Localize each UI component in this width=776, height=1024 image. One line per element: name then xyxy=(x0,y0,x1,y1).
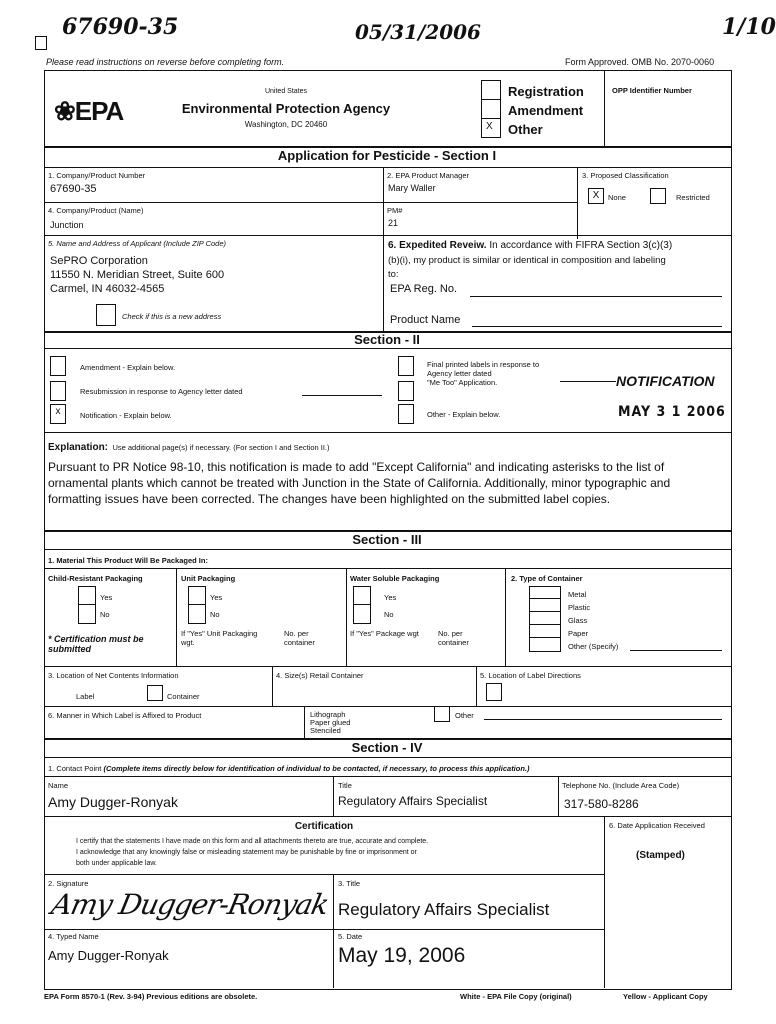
certification-must-note: * Certification must be submitted xyxy=(48,634,144,654)
company-product-name[interactable]: Junction xyxy=(50,220,84,230)
notification-stamp: NOTIFICATION xyxy=(616,373,715,389)
manner-label: 6. Manner in Which Label is Affixed to Product xyxy=(48,711,202,720)
me-too-label: "Me Too" Application. xyxy=(427,378,498,387)
expedited-review: 6. Expedited Reveiw. In accordance with FIFRA Section 3(c)(3) xyxy=(388,240,673,251)
water-yes-no-box[interactable] xyxy=(353,586,371,624)
divider xyxy=(383,235,384,332)
unit-no-per-container-label: No. per container xyxy=(284,629,315,647)
water-no-label: No xyxy=(384,610,394,619)
divider xyxy=(346,568,347,666)
other-explain-checkbox[interactable] xyxy=(398,404,414,424)
other-explain-label: Other - Explain below. xyxy=(427,410,501,419)
agency-name: Environmental Protection Agency xyxy=(181,101,391,116)
title3-label: 3. Title xyxy=(338,879,361,888)
me-too-checkbox[interactable] xyxy=(398,381,414,401)
epa-reg-no-line[interactable] xyxy=(470,296,722,297)
divider xyxy=(44,666,731,667)
divider xyxy=(44,757,731,758)
company-product-number[interactable]: 67690-35 xyxy=(50,183,97,195)
epa-flower-icon: ❀ xyxy=(54,96,75,126)
divider xyxy=(481,118,500,119)
epa-reg-no-label: EPA Reg. No. xyxy=(390,283,458,295)
stamped-label: (Stamped) xyxy=(636,850,685,861)
pm-label: PM# xyxy=(387,206,403,215)
certification-line-2: I acknowledge that any knowingly false or misleading statement may be punishable by fine or imprisonment or xyxy=(76,849,417,856)
amendment-label: Amendment - Explain below. xyxy=(80,363,176,372)
product-manager-label: 2. EPA Product Manager xyxy=(387,171,469,180)
option-other: Other xyxy=(508,122,543,137)
section-3-title: Section - III xyxy=(352,532,422,547)
contact-title[interactable]: Regulatory Affairs Specialist xyxy=(338,794,488,808)
applicant-line-3[interactable]: Carmel, IN 46032-4565 xyxy=(50,283,165,295)
handwritten-file-number: 67690-35 xyxy=(62,14,179,40)
divider xyxy=(333,874,334,988)
divider xyxy=(604,816,605,988)
container-metal: Metal xyxy=(568,590,587,599)
paper-glued-label: Paper glued xyxy=(310,718,351,727)
product-name-label: Product Name xyxy=(390,314,461,326)
child-yes-label: Yes xyxy=(100,593,113,602)
phone-label: Telephone No. (Include Area Code) xyxy=(562,781,680,790)
yellow-copy-label: Yellow - Applicant Copy xyxy=(623,992,708,1001)
child-resistant-label: Child-Resistant Packaging xyxy=(48,574,143,583)
divider xyxy=(44,568,731,569)
stenciled-label: Stenciled xyxy=(310,726,341,735)
notification-checkbox[interactable]: x xyxy=(50,404,66,424)
net-contents-label: 3. Location of Net Contents Information xyxy=(48,671,179,680)
opp-identifier-label: OPP Identifier Number xyxy=(612,86,692,95)
divider xyxy=(481,99,500,100)
divider xyxy=(272,666,273,706)
signer-title[interactable]: Regulatory Affairs Specialist xyxy=(338,900,550,919)
resubmission-date-line[interactable] xyxy=(302,395,382,396)
divider xyxy=(304,706,305,738)
divider xyxy=(44,549,731,550)
unit-if-yes-label: If "Yes" Unit Packaging wgt. xyxy=(181,629,258,647)
packaged-in-label: 1. Material This Product Will Be Packaged In: xyxy=(48,556,208,565)
manner-other-label: Other xyxy=(455,711,474,720)
divider xyxy=(44,929,605,930)
divider xyxy=(529,637,560,638)
unit-no-label: No xyxy=(210,610,220,619)
new-address-checkbox[interactable] xyxy=(96,304,116,326)
divider xyxy=(333,776,334,816)
product-manager[interactable]: Mary Waller xyxy=(388,183,436,193)
other-checkmark: X xyxy=(486,121,493,132)
amendment-checkbox[interactable] xyxy=(50,356,66,376)
instructions: Please read instructions on reverse before completing form. xyxy=(46,57,285,67)
option-registration: Registration xyxy=(508,84,584,99)
divider xyxy=(44,202,578,203)
divider xyxy=(604,70,605,146)
section-4-title: Section - IV xyxy=(351,740,423,755)
label-directions-label: 5. Location of Label Directions xyxy=(480,671,581,680)
divider xyxy=(476,666,477,706)
net-label-option: Label xyxy=(76,692,95,701)
divider xyxy=(44,706,731,707)
divider xyxy=(44,432,731,433)
manner-other-line[interactable] xyxy=(484,719,722,720)
omb-number: Form Approved. OMB No. 2070-0060 xyxy=(565,57,715,67)
classification-restricted-checkbox[interactable] xyxy=(650,188,666,204)
product-name-line[interactable] xyxy=(472,326,722,327)
final-printed-label-1: Final printed labels in response to xyxy=(427,360,540,369)
united-states: United States xyxy=(264,88,308,95)
divider xyxy=(353,604,370,605)
section-2-title: Section - II xyxy=(354,332,420,347)
explanation-text[interactable]: Pursuant to PR Notice 98-10, this notification is made to add "Except California" and indicating asterisks to the list of ornamental plants which cannot be treated with Junction in the State of California. Additionally, minor typographic and formatting issues have been corrected. The changes have been highlighted on the submitted label copies. xyxy=(48,460,671,506)
stamp-date: MAY 3 1 2006 xyxy=(618,404,726,420)
expedited-text-2: (b)(i), my product is similar or identical in composition and labeling xyxy=(388,255,666,266)
signature[interactable]: Amy Dugger-Ronyak xyxy=(48,888,332,921)
container-glass: Glass xyxy=(568,616,588,625)
classification-label: 3. Proposed Classification xyxy=(582,171,669,180)
signature-date[interactable]: May 19, 2006 xyxy=(338,944,466,967)
title-label: Title xyxy=(338,781,352,790)
container-other-line[interactable] xyxy=(630,650,722,651)
applicant-line-1[interactable]: SePRO Corporation xyxy=(50,255,148,267)
classification-none-checkbox[interactable]: X xyxy=(588,188,604,204)
section-1-title: Application for Pesticide - Section I xyxy=(277,148,497,163)
unit-packaging-label: Unit Packaging xyxy=(181,574,236,583)
divider xyxy=(529,611,560,612)
size-retail-label: 4. Size(s) Retail Container xyxy=(276,671,364,680)
handwritten-page: 1/10 xyxy=(722,14,776,40)
phone-number[interactable]: 317-580-8286 xyxy=(564,797,639,811)
new-address-label: Check if this is a new address xyxy=(122,312,222,321)
date-received-label: 6. Date Application Received xyxy=(609,821,705,830)
resubmission-label: Resubmission in response to Agency letter dated xyxy=(80,387,243,396)
divider xyxy=(44,874,605,875)
certification-heading: Certification xyxy=(294,821,354,832)
container-other: Other (Specify) xyxy=(568,642,619,651)
divider xyxy=(383,167,384,239)
divider xyxy=(529,598,560,599)
stamp-line xyxy=(560,381,616,382)
container-type-label: 2. Type of Container xyxy=(511,574,583,583)
divider xyxy=(176,568,177,666)
child-no-label: No xyxy=(100,610,110,619)
final-printed-label-2: Agency letter dated xyxy=(427,369,492,378)
typed-name-label: 4. Typed Name xyxy=(48,932,99,941)
container-paper: Paper xyxy=(568,629,589,638)
pm-number[interactable]: 21 xyxy=(388,218,399,228)
child-resistant-yes-no-box[interactable] xyxy=(78,586,96,624)
applicant-line-2[interactable]: 11550 N. Meridian Street, Suite 600 xyxy=(50,269,225,281)
certification-line-3: both under applicable law. xyxy=(76,860,157,867)
divider xyxy=(529,624,560,625)
contact-name[interactable]: Amy Dugger-Ronyak xyxy=(48,794,178,810)
divider xyxy=(558,776,559,816)
white-copy-label: White - EPA File Copy (original) xyxy=(460,992,572,1001)
explanation-header: Explanation: Use additional page(s) if necessary. (For section I and Section II.) xyxy=(48,442,330,453)
water-yes-label: Yes xyxy=(384,593,397,602)
option-amendment: Amendment xyxy=(508,103,584,118)
note-icon xyxy=(35,36,47,50)
name-label: Name xyxy=(48,781,69,790)
handwritten-date: 05/31/2006 xyxy=(355,20,481,44)
resubmission-checkbox[interactable] xyxy=(50,381,66,401)
company-product-number-label: 1. Company/Product Number xyxy=(48,171,146,180)
manner-other-checkbox[interactable] xyxy=(434,706,450,722)
divider xyxy=(44,167,731,168)
water-if-yes-label: If "Yes" Package wgt xyxy=(350,629,419,638)
divider xyxy=(188,604,205,605)
container-type-boxes[interactable] xyxy=(529,586,561,652)
company-product-name-label: 4. Company/Product (Name) xyxy=(48,206,144,215)
label-directions-checkbox[interactable] xyxy=(486,683,502,701)
notification-label: Notification - Explain below. xyxy=(80,411,172,420)
epa-logo: ❀EPA xyxy=(54,96,124,126)
signature-label: 2. Signature xyxy=(48,879,89,888)
agency-location: Washington, DC 20460 xyxy=(244,120,328,129)
divider xyxy=(44,348,731,349)
date-label: 5. Date xyxy=(338,932,363,941)
certification-line-1: I certify that the statements I have made on this form and all attachments thereto are true, accurate and complete. xyxy=(76,838,429,845)
typed-name[interactable]: Amy Dugger-Ronyak xyxy=(48,948,169,963)
contact-point: 1. Contact Point (Complete items directly below for identification of individual to be contacted, if necessary, to process this application.) xyxy=(48,764,530,773)
divider xyxy=(577,167,578,239)
water-soluble-label: Water Soluble Packaging xyxy=(350,574,440,583)
none-label: None xyxy=(608,193,626,202)
divider xyxy=(78,604,95,605)
container-plastic: Plastic xyxy=(568,603,591,612)
divider xyxy=(44,776,731,777)
restricted-label: Restricted xyxy=(676,193,710,202)
net-contents-checkbox[interactable] xyxy=(147,685,163,701)
divider xyxy=(44,816,731,817)
divider xyxy=(505,568,506,666)
lithograph-label: Lithograph xyxy=(310,710,346,719)
unit-yes-no-box[interactable] xyxy=(188,586,206,624)
unit-yes-label: Yes xyxy=(210,593,223,602)
form-number: EPA Form 8570-1 (Rev. 3-94) Previous editions are obsolete. xyxy=(44,992,258,1001)
final-printed-checkbox[interactable] xyxy=(398,356,414,376)
expedited-text-3: to: xyxy=(388,269,399,280)
divider xyxy=(44,235,731,236)
net-container-option: Container xyxy=(167,692,200,701)
water-no-per-container-label: No. per container xyxy=(438,629,469,647)
applicant-label: 5. Name and Address of Applicant (Include ZIP Code) xyxy=(48,239,227,248)
